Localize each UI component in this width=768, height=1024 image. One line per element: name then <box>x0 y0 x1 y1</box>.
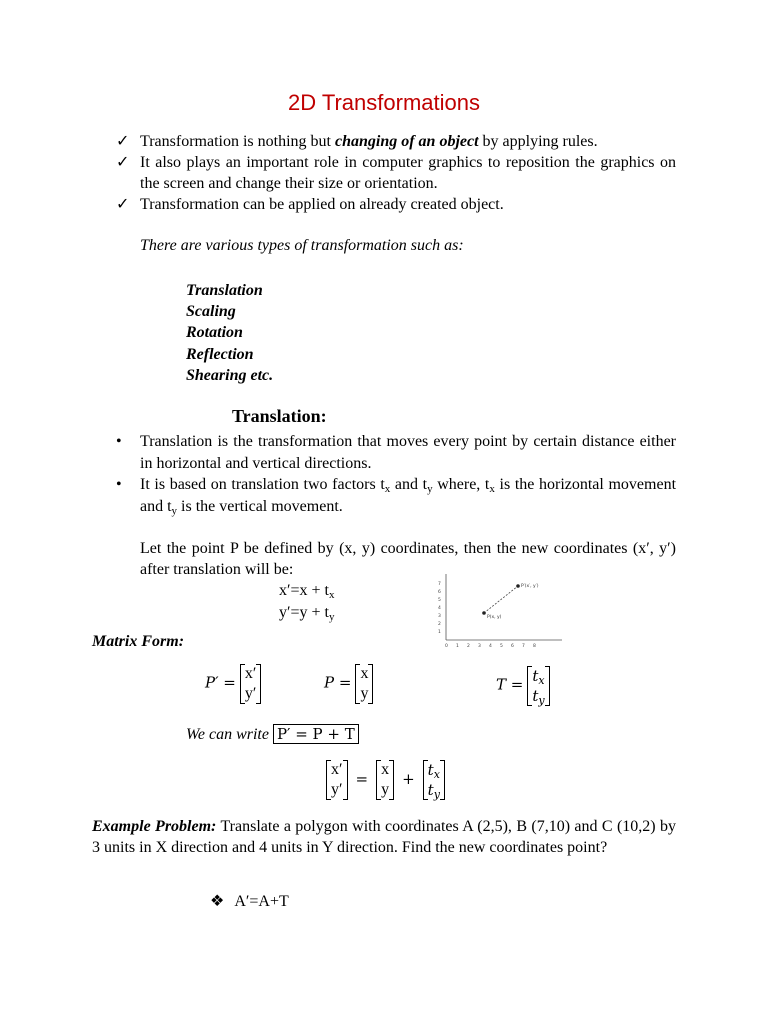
matrix-entry: x′ <box>244 665 257 682</box>
matrix <box>423 760 445 800</box>
translation-bullet-list <box>116 431 676 517</box>
diamond-bullet-icon: ❖ <box>210 893 225 910</box>
p-matrix-def <box>324 664 373 704</box>
math-label: P′ = <box>205 673 236 692</box>
matrix-entry-text: t <box>427 761 434 779</box>
type-item: Rotation <box>186 324 243 342</box>
matrix-entry-text: t <box>532 667 539 685</box>
list-text: Translation is the transformation that moves every point by certain distance either in horizontal and vertical directions. <box>140 433 676 472</box>
list-item <box>116 474 676 517</box>
checkmark-icon: ✓ <box>116 133 130 150</box>
checkmark-icon: ✓ <box>116 154 130 171</box>
point-p <box>482 611 486 615</box>
subscript: y <box>538 694 545 707</box>
bullet-icon: • <box>116 476 122 493</box>
subscript: x <box>329 589 335 601</box>
list-text: It is based on translation two factors t <box>140 476 385 493</box>
matrix-entry <box>428 780 440 800</box>
list-item <box>116 131 676 152</box>
type-item: Shearing etc. <box>186 366 274 384</box>
coordinates-paragraph: Let the point P be defined by (x, y) coordinates, then the new coordinates (x′, y′) after translation will be: <box>140 540 676 578</box>
y-tick-label: 5 <box>438 598 441 603</box>
matrix-entry: y′ <box>244 685 257 702</box>
math-label: P = <box>324 673 352 692</box>
list-text: Transformation can be applied on already created object. <box>140 196 504 213</box>
matrix-entry: x <box>360 665 369 682</box>
emphasis-text: changing of an object <box>334 133 479 150</box>
we-can-write-line <box>186 725 359 744</box>
matrix <box>376 760 394 800</box>
x-tick-label: 6 <box>511 644 514 649</box>
example-step <box>210 891 289 911</box>
list-text: Transformation is nothing but <box>140 133 335 150</box>
translation-heading: Translation: <box>232 406 327 426</box>
matrix-entry: x′ <box>331 761 343 778</box>
matrix-entry <box>428 760 440 780</box>
x-tick-label: 1 <box>456 644 459 649</box>
math-label: T = <box>496 675 524 694</box>
equals-sign: = <box>355 769 369 788</box>
y-tick-label: 6 <box>438 590 441 595</box>
formula-text: y′=y + t <box>279 604 329 621</box>
x-tick-label: 0 <box>445 644 448 649</box>
boxed-equation: P′ = P + T <box>273 724 359 744</box>
subscript: x <box>384 483 391 495</box>
type-item: Translation <box>186 282 263 299</box>
formula-y <box>279 602 335 623</box>
pprime-matrix-def <box>205 664 261 704</box>
subscript: x <box>489 483 495 495</box>
matrix-entry: x <box>381 761 390 778</box>
matrix-entry-text: t <box>532 687 539 705</box>
x-tick-label: 3 <box>478 644 481 649</box>
y-tick-label: 7 <box>438 582 441 587</box>
y-tick-label: 4 <box>438 606 441 611</box>
matrix-entry: y <box>360 685 369 702</box>
point-pprime <box>516 584 520 588</box>
step-text: A′=A+T <box>234 893 289 910</box>
point-p-label: P(x, y) <box>487 615 502 620</box>
matrix <box>527 666 549 706</box>
checkmark-icon: ✓ <box>116 196 130 213</box>
list-item <box>116 431 676 474</box>
page-title: 2D Transformations <box>288 90 480 115</box>
list-text: is the vertical movement. <box>177 497 343 515</box>
example-problem <box>92 816 676 858</box>
subscript: x <box>433 768 440 781</box>
matrix-form-label: Matrix Form: <box>92 633 185 650</box>
type-item: Scaling <box>186 303 236 321</box>
intro-bullet-list <box>116 131 676 215</box>
bullet-icon: • <box>116 433 122 450</box>
types-list <box>186 280 273 386</box>
matrix-entry: y <box>381 781 390 798</box>
subscript: y <box>427 483 433 495</box>
list-text: It also plays an important role in computer graphics to reposition the graphics on the screen and change their size or orientation. <box>140 154 676 192</box>
list-text: and t <box>390 476 428 493</box>
t-matrix-def <box>496 666 550 706</box>
y-tick-label: 2 <box>438 622 441 627</box>
point-pprime-label: P′(x′, y′) <box>521 584 539 589</box>
x-tick-label: 4 <box>489 644 492 649</box>
formula-text: x′=x + t <box>279 582 329 599</box>
matrix-equation <box>326 760 445 800</box>
matrix-entry <box>532 666 544 686</box>
matrix-entry-text: t <box>427 781 434 799</box>
matrix-entry <box>532 686 544 706</box>
formula-x <box>279 580 335 601</box>
subscript: x <box>538 674 545 687</box>
translation-vector <box>484 586 518 613</box>
subscript: y <box>329 611 335 623</box>
x-tick-label: 2 <box>467 644 470 649</box>
example-label: Example Problem: <box>92 818 217 835</box>
list-text: where, t <box>432 476 490 493</box>
list-text: by applying rules. <box>478 133 598 150</box>
x-tick-label: 8 <box>533 644 536 649</box>
matrix-entry: y′ <box>331 781 343 798</box>
matrix <box>326 760 348 800</box>
subscript: y <box>171 504 178 517</box>
list-text: is the horizontal movement and t <box>140 476 677 515</box>
example-text: Translate a polygon with coordinates A (2,5), B (7,10) and C (10,2) by 3 units in X direction and 4 units in Y direction. Find the new coordinates point? <box>92 818 676 856</box>
matrix <box>240 664 262 704</box>
matrix <box>355 664 373 704</box>
x-tick-label: 7 <box>522 644 525 649</box>
subscript: y <box>433 788 440 801</box>
list-item <box>116 152 676 194</box>
y-tick-label: 1 <box>438 630 441 635</box>
list-item <box>116 194 676 215</box>
plus-sign: + <box>402 769 415 788</box>
x-tick-label: 5 <box>500 644 503 649</box>
types-intro: There are various types of transformation such as: <box>140 237 464 254</box>
y-tick-label: 3 <box>438 614 441 619</box>
type-item: Reflection <box>186 345 254 363</box>
translation-plot <box>434 570 566 650</box>
we-can-write-text: We can write <box>186 726 269 743</box>
